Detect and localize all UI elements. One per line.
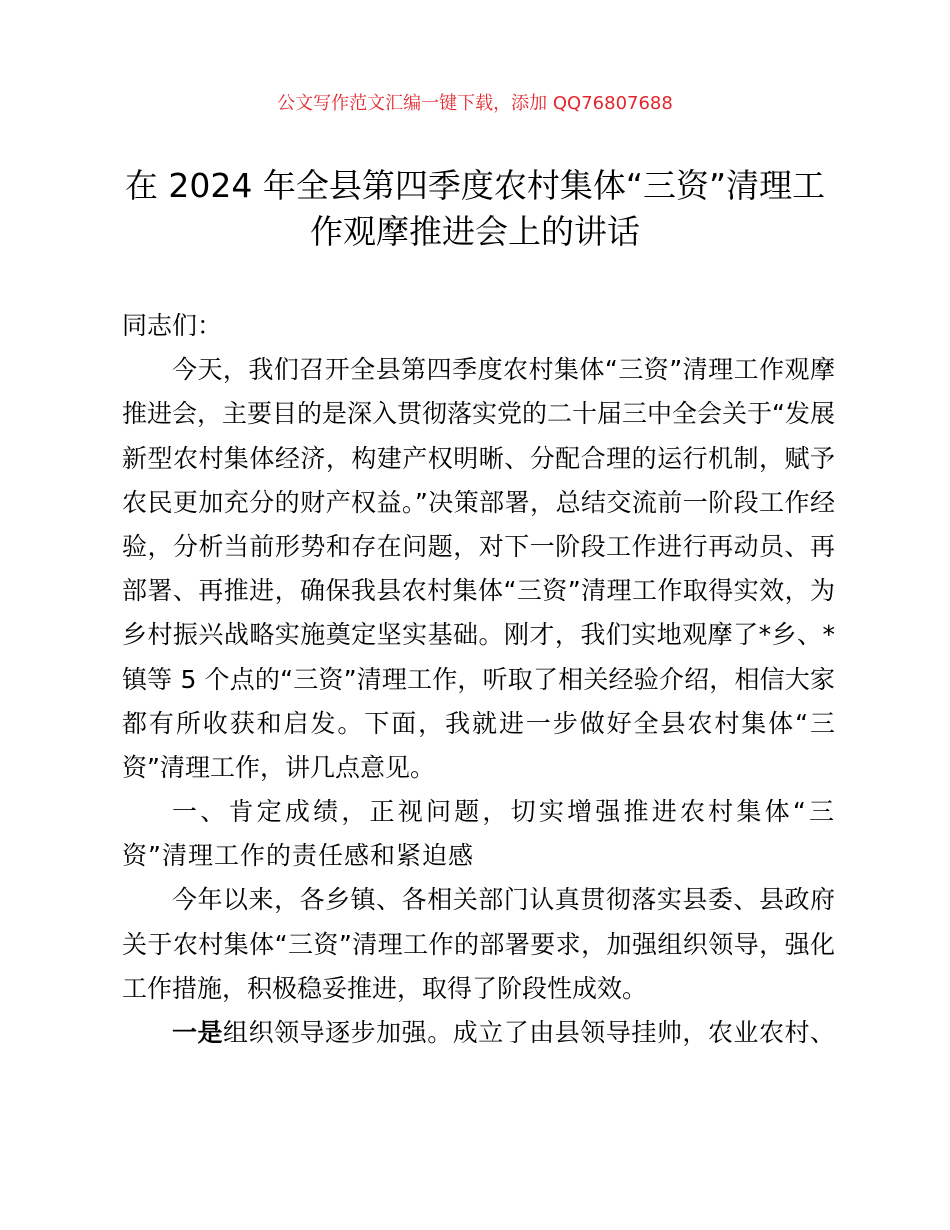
text-line: 验，分析当前形势和存在问题，对下一阶段工作进行再动员、再 <box>122 531 835 561</box>
text-line: 新型农村集体经济，构建产权明晰、分配合理的运行机制，赋予 <box>122 443 835 473</box>
text-line: 部署、再推进，确保我县农村集体“三资”清理工作取得实效，为 <box>122 576 835 606</box>
document-body <box>122 304 835 1055</box>
paragraph-intro <box>122 348 835 790</box>
text-line: 关于农村集体“三资”清理工作的部署要求，加强组织领导，强化 <box>122 929 835 959</box>
paragraph-achievements <box>122 878 835 1011</box>
heading-line: 一、肯定成绩，正视问题，切实增强推进农村集体“三 <box>172 797 835 827</box>
text-line: 乡村振兴战略实施奠定坚实基础。刚才，我们实地观摩了*乡、* <box>122 620 835 650</box>
point-lead: 一是 <box>172 1018 224 1047</box>
text-line <box>122 1011 835 1055</box>
text-line: 农民更加充分的财产权益。”决策部署，总结交流前一阶段工作经 <box>122 487 835 517</box>
document-title <box>110 163 840 255</box>
heading-line: 资”清理工作的责任感和紧迫感 <box>122 841 474 871</box>
text-line: 都有所收获和启发。下面，我就进一步做好全县农村集体“三 <box>122 708 835 738</box>
text-line: 今天，我们召开全县第四季度农村集体“三资”清理工作观摩 <box>172 355 835 385</box>
text-line: 推进会，主要目的是深入贯彻落实党的二十届三中全会关于“发展 <box>122 399 835 429</box>
text-line: 工作措施，积极稳妥推进，取得了阶段性成效。 <box>122 973 648 1003</box>
download-banner: 公文写作范文汇编一键下载，添加 QQ76807688 <box>277 93 673 114</box>
paragraph-point-1 <box>122 1011 835 1055</box>
title-line: 在 2024 年全县第四季度农村集体“三资”清理工 <box>124 166 826 205</box>
text-line: 资”清理工作，讲几点意见。 <box>122 752 435 782</box>
salutation: 同志们： <box>122 311 223 340</box>
point-text: 组织领导逐步加强。成立了由县领导挂帅，农业农村、 <box>223 1018 835 1047</box>
text-line: 今年以来，各乡镇、各相关部门认真贯彻落实县委、县政府 <box>172 885 835 915</box>
section-heading-1 <box>122 790 835 878</box>
text-line: 镇等 5 个点的“三资”清理工作，听取了相关经验介绍，相信大家 <box>122 664 835 694</box>
title-line: 作观摩推进会上的讲话 <box>310 212 640 251</box>
